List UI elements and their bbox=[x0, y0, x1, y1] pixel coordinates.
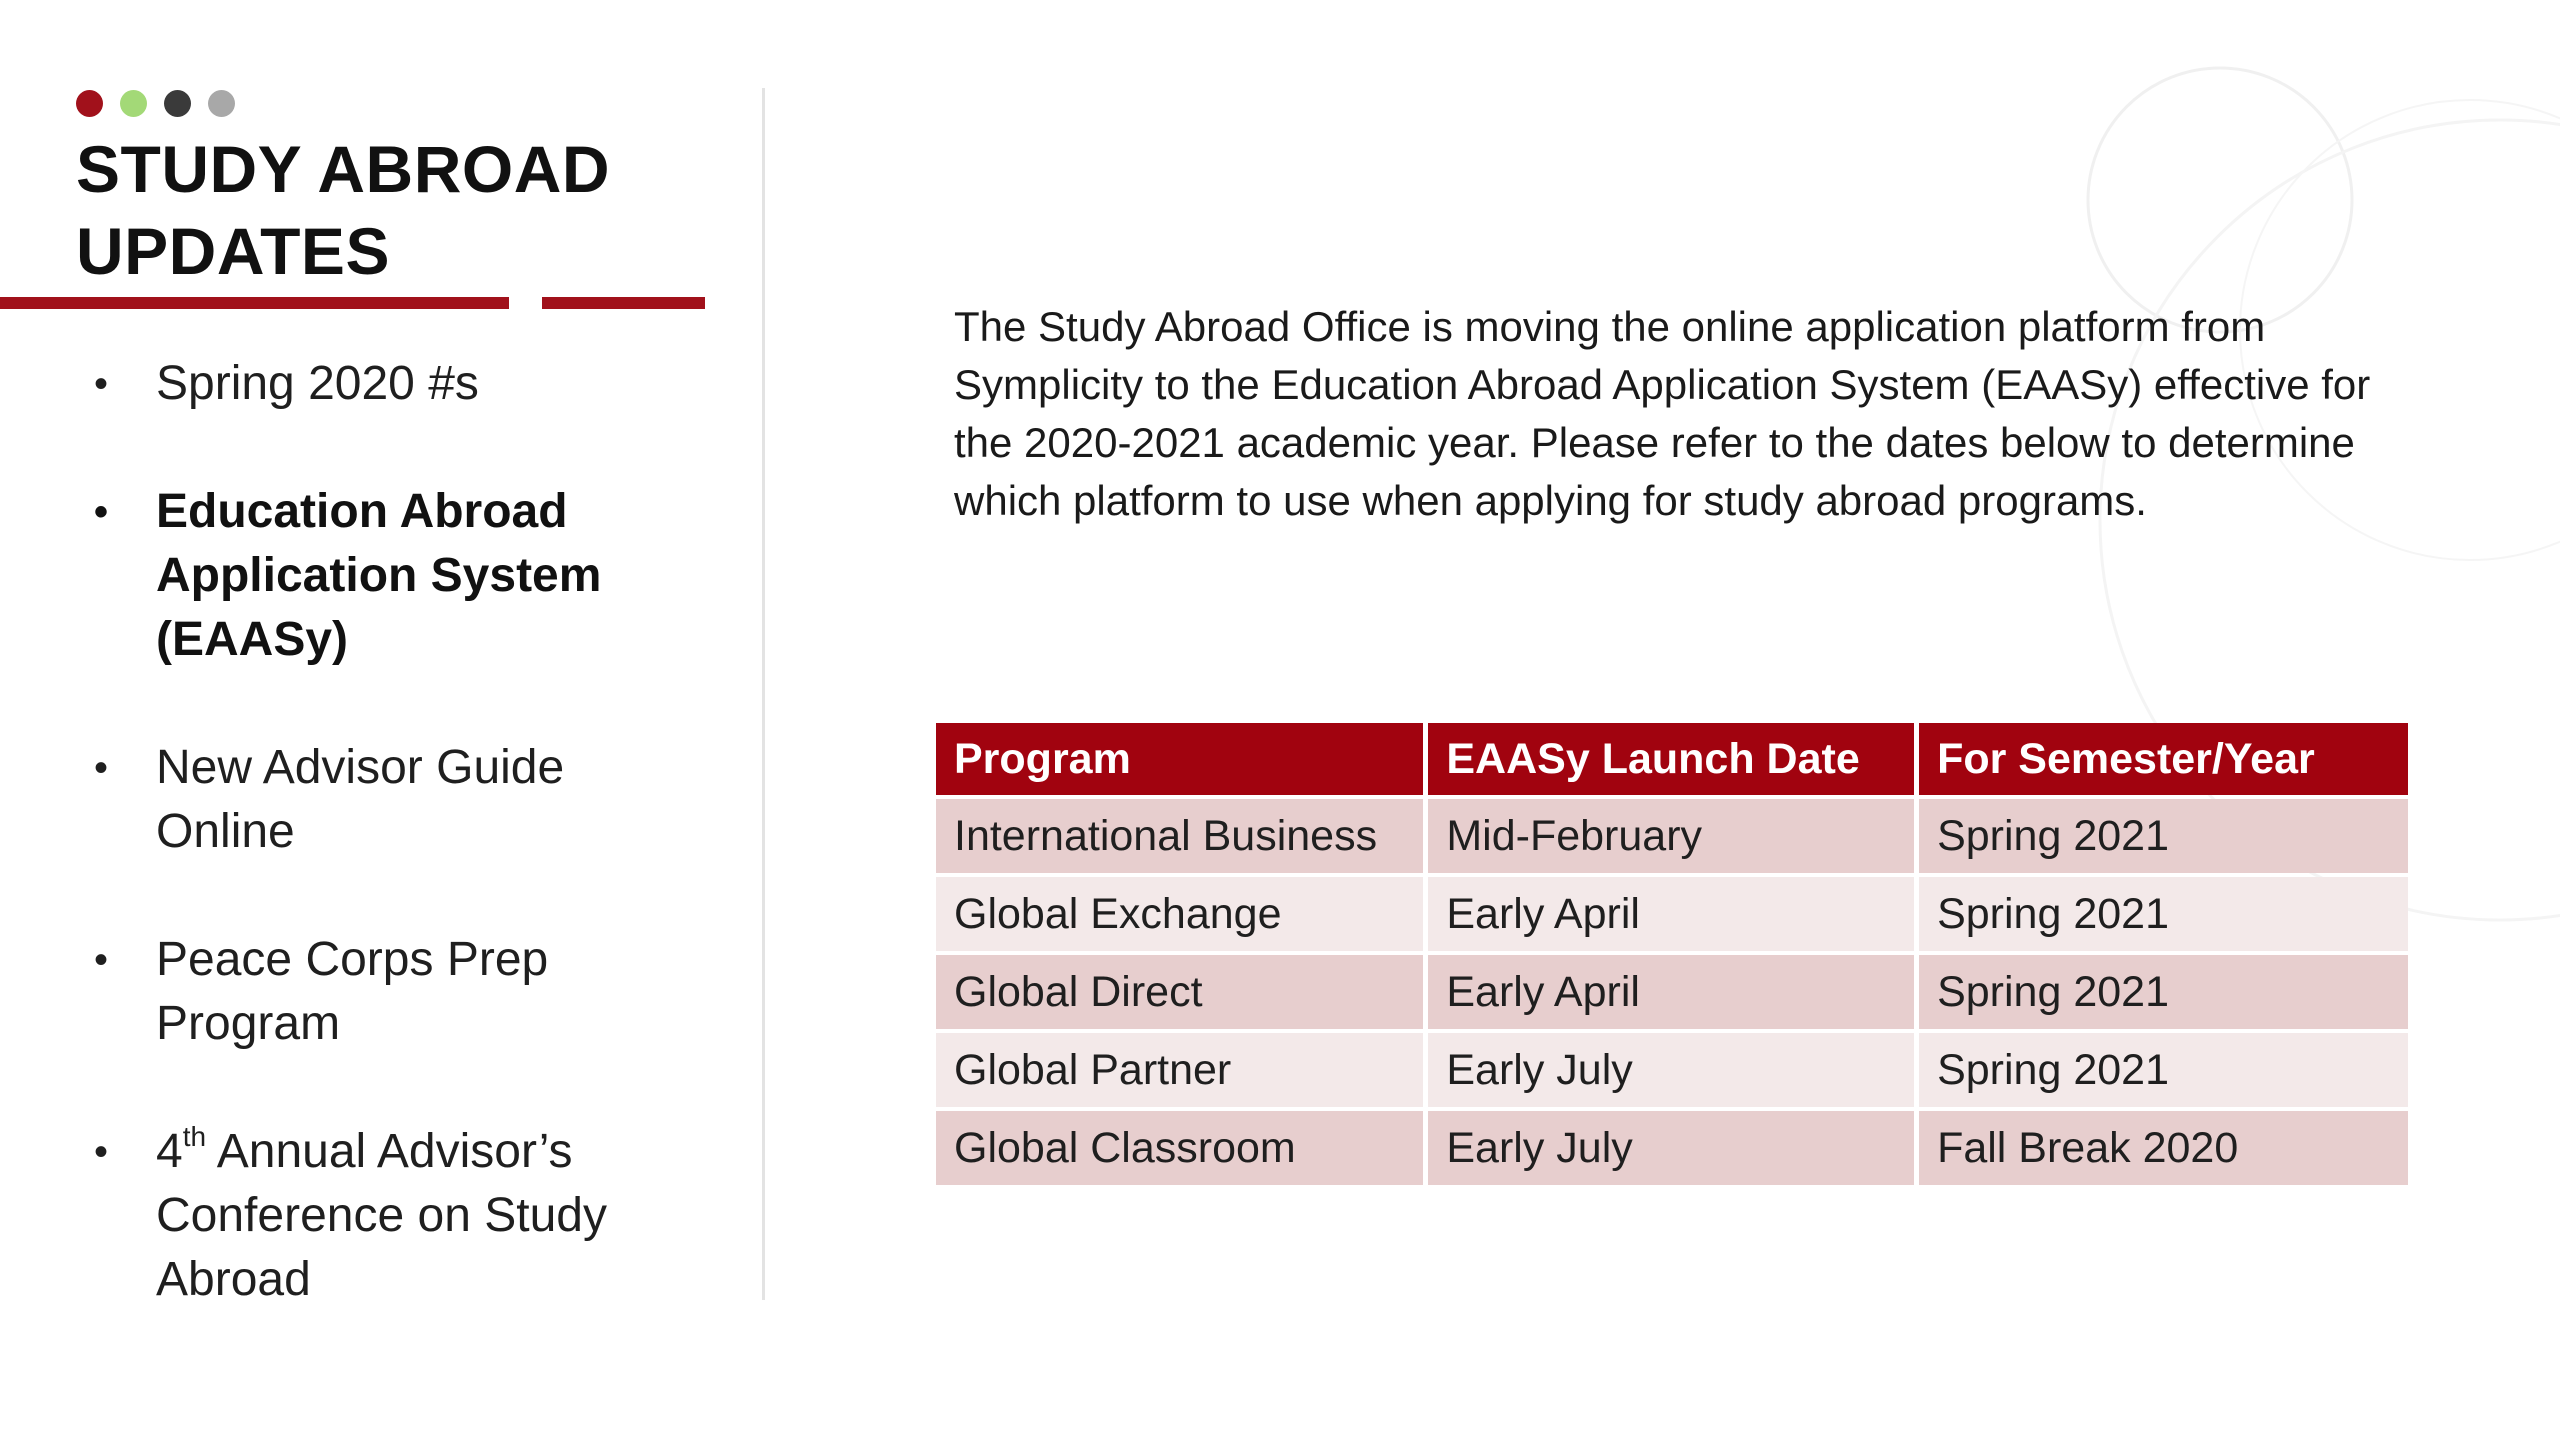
intro-paragraph: The Study Abroad Office is moving the online application platform from Symplicity to the Education Abroad Application System (EAASy) effective for the 2020-2021 academic year. Please refer to the dates below to determine which platform to use when applying for study abroad programs. bbox=[954, 303, 2371, 524]
agenda-item-eaasy bbox=[90, 480, 690, 672]
table-row bbox=[936, 955, 2408, 1029]
agenda-item-conference bbox=[90, 1120, 690, 1312]
red-dot bbox=[76, 90, 103, 117]
semester-cell: Spring 2021 bbox=[1919, 799, 2408, 873]
program-cell: Global Direct bbox=[936, 955, 1423, 1029]
table-row bbox=[936, 799, 2408, 873]
program-cell: Global Classroom bbox=[936, 1111, 1423, 1185]
launch-date-cell: Early April bbox=[1428, 955, 1914, 1029]
program-cell: Global Exchange bbox=[936, 877, 1423, 951]
program-cell: Global Partner bbox=[936, 1033, 1423, 1107]
agenda-item-number: 4 bbox=[156, 1125, 183, 1178]
title-dots bbox=[76, 90, 235, 117]
table-header-row bbox=[936, 723, 2408, 795]
semester-cell: Spring 2021 bbox=[1919, 877, 2408, 951]
agenda-item-label: Annual Advisor’s Conference on Study Abroad bbox=[156, 1125, 607, 1306]
title-underline-short bbox=[542, 297, 705, 309]
column-header-launch-date: EAASy Launch Date bbox=[1428, 723, 1914, 795]
column-header-semester-year: For Semester/Year bbox=[1919, 723, 2408, 795]
agenda-item-spring-2020 bbox=[90, 352, 690, 416]
semester-cell: Spring 2021 bbox=[1919, 1033, 2408, 1107]
agenda-item-label: Education Abroad Application System (EAASy) bbox=[156, 485, 602, 666]
agenda-item-peace-corps bbox=[90, 928, 690, 1056]
table-row bbox=[936, 1033, 2408, 1107]
title-underline-long bbox=[0, 297, 509, 309]
dark-gray-dot bbox=[164, 90, 191, 117]
launch-date-cell: Mid-February bbox=[1428, 799, 1914, 873]
program-cell: International Business bbox=[936, 799, 1423, 873]
slide-title bbox=[76, 128, 610, 292]
decor-circle-small bbox=[2088, 68, 2352, 332]
agenda-item-superscript: th bbox=[182, 1121, 207, 1152]
green-dot bbox=[120, 90, 147, 117]
semester-cell: Fall Break 2020 bbox=[1919, 1111, 2408, 1185]
light-gray-dot bbox=[208, 90, 235, 117]
launch-date-cell: Early July bbox=[1428, 1033, 1914, 1107]
table-row bbox=[936, 877, 2408, 951]
vertical-divider bbox=[762, 88, 765, 1300]
agenda-item-label: Peace Corps Prep Program bbox=[156, 933, 549, 1050]
agenda-list bbox=[90, 352, 690, 1312]
agenda-item-label: Spring 2020 #s bbox=[156, 357, 479, 410]
eaasy-schedule-table bbox=[931, 719, 2413, 1189]
agenda-item-label: New Advisor Guide Online bbox=[156, 741, 565, 858]
title-line-1: STUDY ABROAD bbox=[76, 132, 611, 206]
title-line-2: UPDATES bbox=[76, 214, 390, 288]
launch-date-cell: Early April bbox=[1428, 877, 1914, 951]
agenda-item-advisor-guide bbox=[90, 736, 690, 864]
semester-cell: Spring 2021 bbox=[1919, 955, 2408, 1029]
launch-date-cell: Early July bbox=[1428, 1111, 1914, 1185]
column-header-program: Program bbox=[936, 723, 1423, 795]
table-row bbox=[936, 1111, 2408, 1185]
